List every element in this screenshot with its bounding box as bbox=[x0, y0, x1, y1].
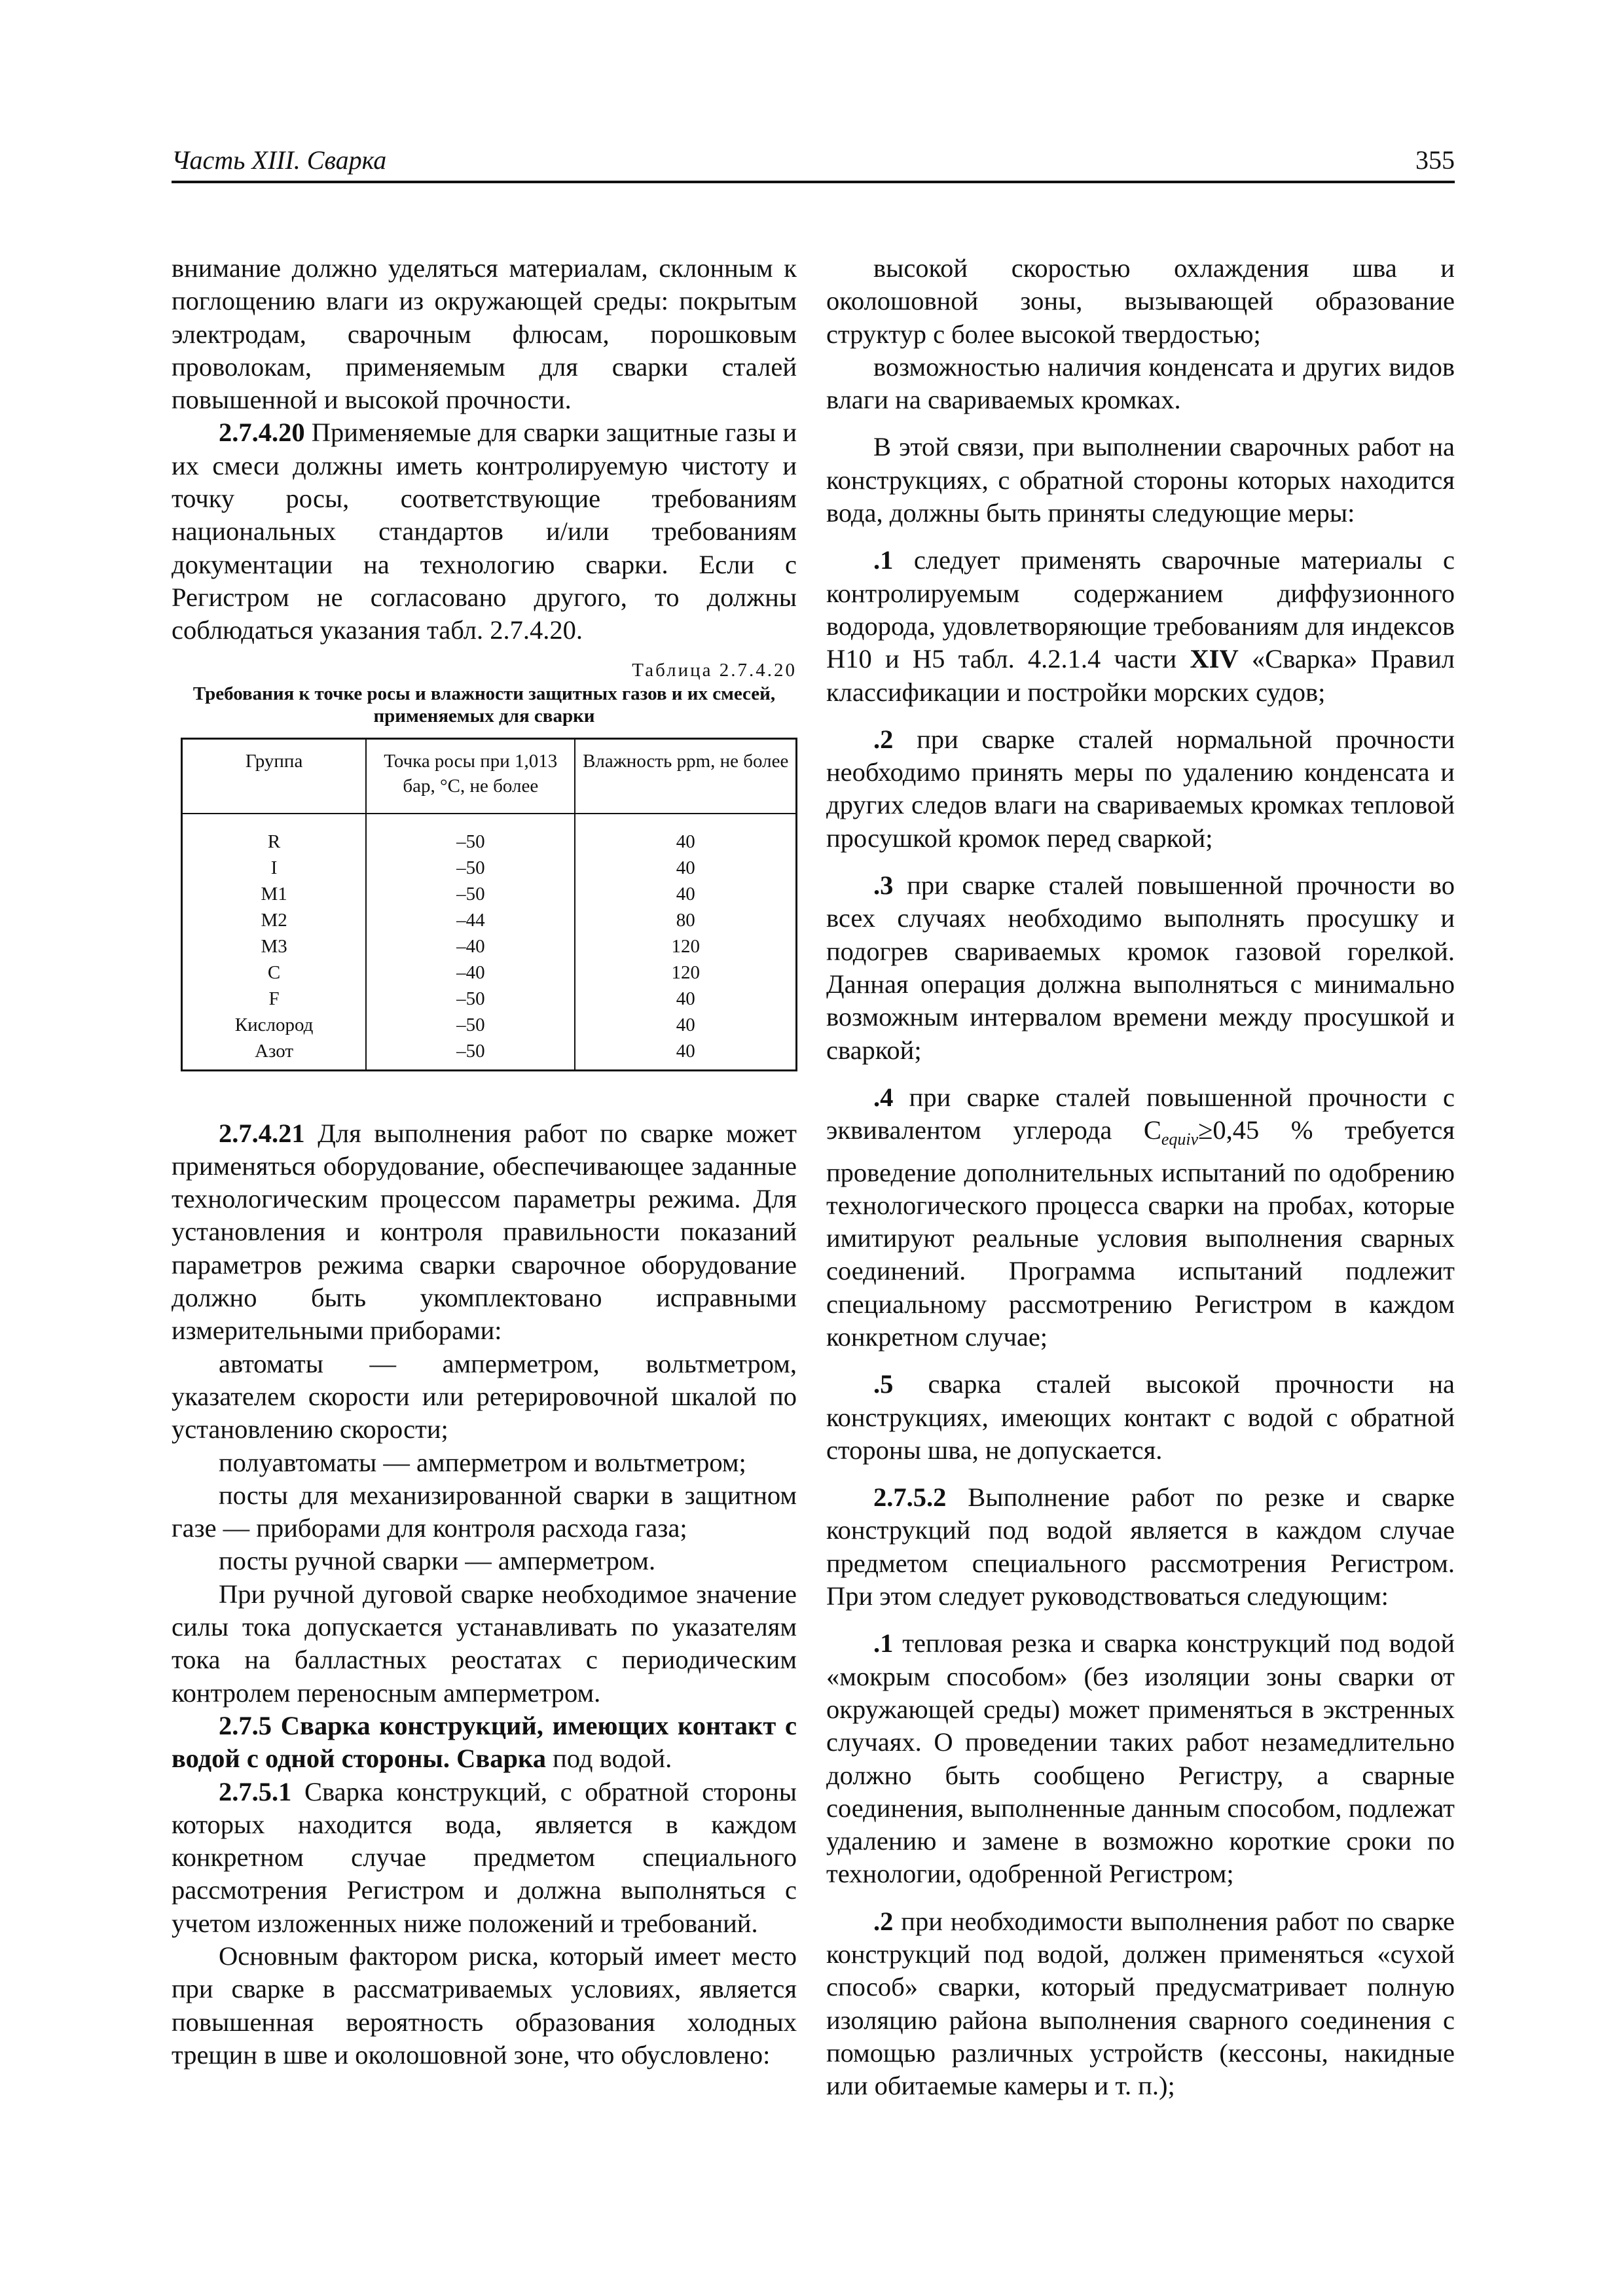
paragraph: полуавтоматы — амперметром и вольтметром; bbox=[219, 1447, 746, 1477]
paragraph: автоматы — амперметром, вольтметром, указателем скорости или ретерировочной шкалой по установлению скорости; bbox=[172, 1348, 797, 1444]
table-cell: M3 bbox=[261, 935, 287, 957]
paragraph: 2.7.5.2 Выполнение работ по резке и сварке конструкций под водой является в каждом случае предметом специального рассмотрения Регистром. При этом следует руководствоваться следующим: bbox=[826, 1482, 1455, 1611]
table-label: Таблица 2.7.4.20 bbox=[632, 659, 797, 681]
table-cell: Кислород bbox=[234, 1014, 314, 1035]
paragraph: посты ручной сварки — амперметром. bbox=[219, 1546, 656, 1576]
table-cell: 120 bbox=[575, 933, 796, 960]
left-column bbox=[172, 252, 797, 2072]
table-cell: 40 bbox=[575, 814, 796, 855]
table-cell: 40 bbox=[575, 1012, 796, 1038]
table-cell: –44 bbox=[366, 907, 575, 933]
table-row bbox=[182, 855, 797, 881]
table-row bbox=[182, 907, 797, 933]
page-header bbox=[172, 143, 1455, 183]
table-cell: –50 bbox=[366, 855, 575, 881]
paragraph: В этой связи, при выполнении сварочных работ на конструкциях, с обратной стороны которых находится вода, должны быть приняты следующие меры: bbox=[826, 432, 1455, 528]
item-number: .1 bbox=[873, 1628, 894, 1659]
clause-number: 2.7.5.1 bbox=[219, 1776, 292, 1806]
table-cell: 40 bbox=[575, 1038, 796, 1071]
list-item: .2 при необходимости выполнения работ по сварке конструкций под водой, должен применяться «сухой способ» сварки, который предусматривает полную изоляцию района выполнения сварного соединения с помощью различных устройств (кессоны, накидные или обитаемые камеры и т. п.); bbox=[826, 1906, 1455, 2101]
paragraph: возможностью наличия конденсата и других видов влаги на свариваемых кромках. bbox=[826, 351, 1455, 415]
table-caption: Требования к точке росы и влажности защитных газов и их смесей, применяемых для сварки bbox=[192, 683, 776, 726]
list-item: .2 при сварке сталей нормальной прочности необходимо принять меры по удалению конденсата и других следов влаги на свариваемых кромках тепловой просушкой кромок перед сваркой; bbox=[826, 724, 1455, 853]
list-item: .5 сварка сталей высокой прочности на конструкциях, имеющих контакт с водой с обратной стороны шва, не допускается. bbox=[826, 1369, 1455, 1465]
running-title: Часть XIII. Сварка bbox=[172, 145, 387, 175]
table-cell: I bbox=[270, 857, 278, 878]
table-row bbox=[182, 933, 797, 960]
table-cell: F bbox=[268, 988, 280, 1009]
list-item: .1 следует применять сварочные материалы с контролируемым содержанием диффузионного водорода, удовлетворяющие требованиям для индексов H10 и H5 табл. 4.2.1.4 части XIV «Сварка» Правил классификации и постройки морских судов; bbox=[826, 545, 1455, 707]
table-cell: –50 bbox=[366, 1038, 575, 1071]
paragraph: 2.7.4.21 Для выполнения работ по сварке может применяться оборудование, обеспечивающее заданные технологическим процессом параметры режима. Для установления и контроля правильности показаний параметров режима сварки сварочное оборудование должно быть укомплектовано исправными измерительными приборами: bbox=[172, 1118, 797, 1346]
table-header: Влажность ppm, не более bbox=[575, 738, 796, 814]
list-item: .1 тепловая резка и сварка конструкций под водой «мокрым способом» (без изоляции зоны сварки от окружающей среды) может применяться в экстренных случаях. О проведении таких работ незамедлительно должно быть сообщено Регистру, а сварные соединения, выполненные данным способом, подлежат удалению и замене в возможно короткие сроки по технологии, одобренной Регистром; bbox=[826, 1628, 1455, 1889]
table-row bbox=[182, 1038, 797, 1071]
clause-number: 2.7.5.2 bbox=[873, 1482, 947, 1513]
table-row bbox=[182, 986, 797, 1012]
table-cell: –40 bbox=[366, 960, 575, 986]
table-cell: Азот bbox=[255, 1040, 294, 1062]
item-number: .4 bbox=[873, 1082, 894, 1112]
table-cell: 80 bbox=[575, 907, 796, 933]
item-number: .2 bbox=[873, 1906, 894, 1936]
paragraph: 2.7.4.20 Применяемые для сварки защитные газы и их смеси должны иметь контролируемую чистоту и точку росы, соответствующие требованиям национальных стандартов и/или требованиям документации на технологию сварки. Если с Регистром не согласовано другого, то должны соблюдаться указания табл. 2.7.4.20. bbox=[172, 418, 797, 645]
paragraph: 2.7.5.1 Сварка конструкций, с обратной стороны которых находится вода, является в каждом конкретном случае предметом специального рассмотрения Регистром и должна выполняться с учетом изложенных ниже положений и требований. bbox=[172, 1776, 797, 1938]
table-cell: M1 bbox=[261, 883, 287, 905]
list-item: .3 при сварке сталей повышенной прочности во всех случаях необходимо выполнять просушку и подогрев свариваемых кромок газовой горелкой. Данная операция должна выполняться с минимально возможным интервалом времени между просушкой и сваркой; bbox=[826, 870, 1455, 1065]
paragraph: При ручной дуговой сварке необходимое значение силы тока допускается устанавливать по указателям тока на балластных реостатах с периодическим контролем переносным амперметром. bbox=[172, 1579, 797, 1708]
table-row bbox=[182, 960, 797, 986]
paragraph: Основным фактором риска, который имеет место при сварке в рассматриваемых условиях, является повышенная вероятность образования холодных трещин в шве и околошовной зоне, что обусловлено: bbox=[172, 1941, 797, 2070]
table-row bbox=[182, 1012, 797, 1038]
table-cell: 40 bbox=[575, 986, 796, 1012]
table-cell: C bbox=[267, 961, 281, 983]
clause-number: 2.7.4.21 bbox=[219, 1118, 305, 1148]
right-column bbox=[826, 252, 1455, 2103]
clause-number: 2.7.4.20 bbox=[219, 418, 305, 448]
table-cell: –50 bbox=[366, 986, 575, 1012]
table-cell: R bbox=[267, 831, 281, 852]
paragraph: посты для механизированной сварки в защитном газе — приборами для контроля расхода газа; bbox=[172, 1480, 797, 1543]
page-number: 355 bbox=[1415, 145, 1455, 175]
item-number: .1 bbox=[873, 545, 894, 575]
table-row bbox=[182, 881, 797, 907]
item-number: .3 bbox=[873, 870, 894, 901]
item-number: .2 bbox=[873, 724, 894, 754]
table-header: Точка росы при 1,013 бар, °С, не более bbox=[366, 738, 575, 814]
list-item: .4 при сварке сталей повышенной прочности с эквивалентом углерода $C_{equiv}\ge 0,45$ % требуется проведение дополнительных испытаний по одобрению технологического процесса сварки на пробах, которые имитируют реальные условия выполнения сварных соединений. Программа испытаний подлежит специальному рассмотрению Регистром в каждом конкретном случае; bbox=[826, 1082, 1455, 1352]
table-cell: 120 bbox=[575, 960, 796, 986]
item-number: .5 bbox=[873, 1369, 894, 1399]
dew-point-table bbox=[181, 738, 797, 1071]
table-cell: –50 bbox=[366, 1012, 575, 1038]
table-cell: M2 bbox=[261, 909, 287, 931]
section-heading: 2.7.5 Сварка конструкций, имеющих контакт с водой с одной стороны. Сварка под водой. bbox=[172, 1710, 797, 1774]
table-row bbox=[182, 814, 797, 855]
table-cell: –40 bbox=[366, 933, 575, 960]
table-cell: 40 bbox=[575, 855, 796, 881]
paragraph: внимание должно уделяться материалам, склонным к поглощению влаги из окружающей среды: покрытым электродам, сварочным флюсам, порошковым проволокам, применяемым для сварки сталей повышенной и высокой прочности. bbox=[172, 253, 797, 415]
paragraph: высокой скоростью охлаждения шва и околошовной зоны, вызывающей образование структур с более высокой твердостью; bbox=[826, 253, 1455, 349]
table-cell: –50 bbox=[366, 814, 575, 855]
table-cell: –50 bbox=[366, 881, 575, 907]
table-header: Группа bbox=[182, 738, 367, 814]
table-cell: 40 bbox=[575, 881, 796, 907]
